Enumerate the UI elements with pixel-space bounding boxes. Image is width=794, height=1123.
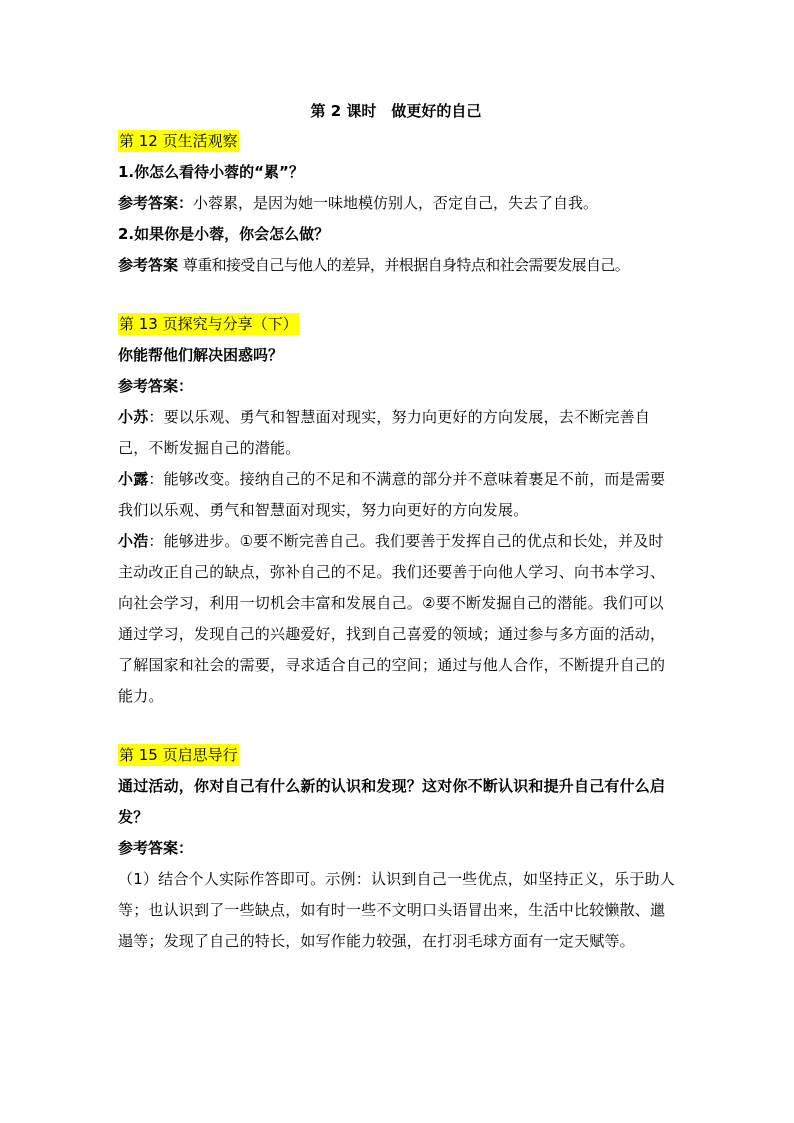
section-question: 通过活动，你对自己有什么新的认识和发现？这对你不断认识和提升自己有什么启发？ bbox=[118, 777, 666, 826]
highlighted-heading: 第 12 页生活观察 bbox=[119, 132, 238, 150]
highlighted-heading: 第 13 页探究与分享（下） bbox=[119, 315, 298, 333]
paragraph-text: 要以乐观、勇气和智慧面对现实，努力向更好的方向发展，去不断完善自己，不断发掘自己的潜能。 bbox=[118, 408, 651, 457]
paragraph-text: 能够进步。①要不断完善自己。我们要善于发挥自己的优点和长处，并及时主动改正自己的缺点，弥补自己的不足。我们还要善于向他人学习、向书本学习、向社会学习，利用一切机会丰富和发展自己。②要不断发掘自己的潜能。我们可以通过学习，发现自己的兴趣爱好，找到自己喜爱的领域；通过参与多方面的活动，了解国家和社会的需要，寻求适合自己的空间；通过与他人合作，不断提升自己的能力。 bbox=[118, 532, 666, 705]
person-name: 小苏 bbox=[118, 408, 149, 426]
question-1: 1.你怎么看待小蓉的“累”？ bbox=[118, 163, 304, 181]
highlighted-heading: 第 15 页启思导行 bbox=[119, 746, 238, 764]
answer-text: 尊重和接受自己与他人的差异，并根据自身特点和社会需要发展自己。 bbox=[182, 256, 630, 274]
paragraph-text: 能够改变。接纳自己的不足和不满意的部分并不意味着裹足不前，而是需要我们以乐观、勇气和智慧面对现实，努力向更好的方向发展。 bbox=[118, 470, 666, 519]
answer-label: 参考答案： bbox=[118, 377, 194, 395]
answer-paragraph-xiaolu: 小露：能够改变。接纳自己的不足和不满意的部分并不意味着裹足不前，而是需要我们以乐观、勇气和智慧面对现实，努力向更好的方向发展。 bbox=[118, 470, 666, 519]
person-name: 小浩 bbox=[118, 532, 149, 550]
section-heading-page-12 bbox=[118, 126, 678, 157]
person-name: 小露 bbox=[118, 470, 149, 488]
answer-paragraph-xiaosu: 小苏：要以乐观、勇气和智慧面对现实，努力向更好的方向发展，去不断完善自己，不断发掘自己的潜能。 bbox=[118, 408, 651, 457]
section-heading-page-13 bbox=[118, 309, 678, 340]
question-2: 2.如果你是小蓉，你会怎么做？ bbox=[118, 225, 330, 243]
lesson-title: 第 2 课时 做更好的自己 bbox=[310, 102, 482, 120]
answer-paragraph-xiaohao: 小浩：能够进步。①要不断完善自己。我们要善于发挥自己的优点和长处，并及时主动改正自己的缺点，弥补自己的不足。我们还要善于向他人学习、向书本学习、向社会学习，利用一切机会丰富和发展自己。②要不断发掘自己的潜能。我们可以通过学习，发现自己的兴趣爱好，找到自己喜爱的领域；通过参与多方面的活动，了解国家和社会的需要，寻求适合自己的空间；通过与他人合作，不断提升自己的能力。 bbox=[118, 532, 666, 705]
answer-label: 参考答案： bbox=[118, 839, 194, 857]
answer-1 bbox=[118, 188, 678, 219]
answer-paragraph-1: （1）结合个人实际作答即可。示例：认识到自己一些优点，如坚持正义，乐于助人等；也认识到了一些缺点，如有时一些不文明口头语冒出来，生活中比较懒散、邋遢等；发现了自己的特长，如写作能力较强，在打羽毛球方面有一定天赋等。 bbox=[118, 870, 675, 950]
document-page bbox=[118, 96, 678, 957]
section-heading-page-15 bbox=[118, 740, 678, 771]
answer-label: 参考答案： bbox=[118, 194, 194, 212]
answer-2 bbox=[118, 250, 678, 281]
answer-label: 参考答案 bbox=[118, 256, 179, 274]
section-question: 你能帮他们解决困惑吗？ bbox=[118, 346, 284, 364]
answer-text: 小蓉累，是因为她一味地模仿别人，否定自己，失去了自我。 bbox=[193, 194, 599, 212]
